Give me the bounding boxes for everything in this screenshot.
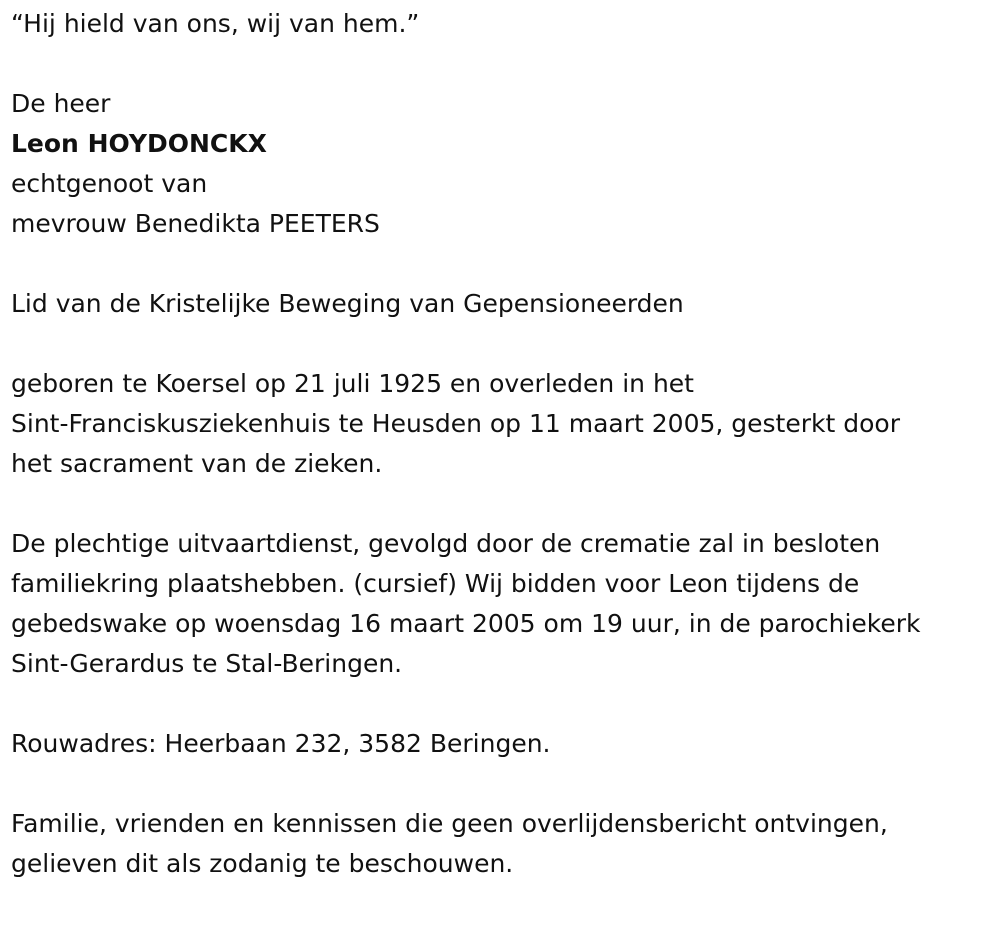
membership-line: Lid van de Kristelijke Beweging van Gepensioneerden	[11, 289, 684, 318]
opening-quote: “Hij hield van ons, wij van hem.”	[11, 9, 420, 38]
paragraph-line: geboren te Koersel op 21 juli 1925 en overleden in het	[11, 369, 694, 398]
spacer	[11, 764, 986, 804]
closing-paragraph	[11, 804, 986, 884]
birth-death-paragraph	[11, 364, 986, 484]
paragraph-line: familiekring plaatshebben. (cursief) Wij bidden voor Leon tijdens de	[11, 569, 860, 598]
obituary-notice	[11, 4, 986, 884]
spacer	[11, 244, 986, 284]
paragraph-line: De plechtige uitvaartdienst, gevolgd door de crematie zal in besloten	[11, 529, 881, 558]
mourning-address: Rouwadres: Heerbaan 232, 3582 Beringen.	[11, 729, 551, 758]
spacer	[11, 484, 986, 524]
paragraph-line: gelieven dit als zodanig te beschouwen.	[11, 849, 514, 878]
deceased-name: Leon HOYDONCKX	[11, 129, 267, 158]
spacer	[11, 44, 986, 84]
spacer	[11, 324, 986, 364]
paragraph-line: het sacrament van de zieken.	[11, 449, 383, 478]
funeral-paragraph	[11, 524, 986, 684]
spouse-intro: echtgenoot van	[11, 169, 208, 198]
paragraph-line: Familie, vrienden en kennissen die geen overlijdensbericht ontvingen,	[11, 809, 888, 838]
honorific: De heer	[11, 89, 111, 118]
paragraph-line: Sint-Franciskusziekenhuis te Heusden op 11 maart 2005, gesterkt door	[11, 409, 900, 438]
paragraph-line: gebedswake op woensdag 16 maart 2005 om 19 uur, in de parochiekerk	[11, 609, 921, 638]
paragraph-line: Sint-Gerardus te Stal-Beringen.	[11, 649, 403, 678]
spacer	[11, 684, 986, 724]
spouse-name: mevrouw Benedikta PEETERS	[11, 209, 380, 238]
